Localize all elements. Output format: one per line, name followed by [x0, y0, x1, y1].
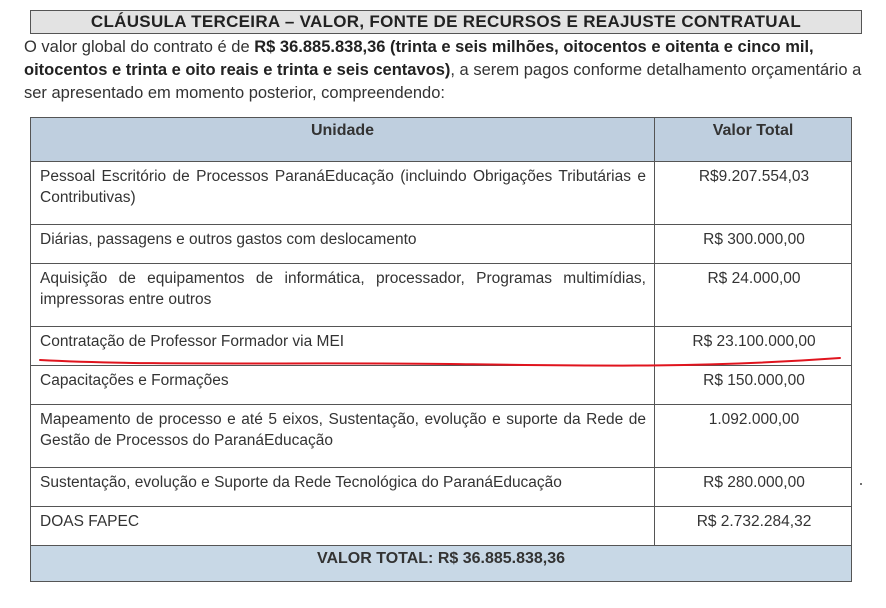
row-value: R$ 280.000,00: [655, 468, 852, 507]
total-value: VALOR TOTAL: R$ 36.885.838,36: [31, 546, 852, 582]
clause-heading: CLÁUSULA TERCEIRA – VALOR, FONTE DE RECURSOS E REAJUSTE CONTRATUAL: [30, 10, 862, 34]
budget-table: [30, 117, 852, 582]
row-value: R$ 2.732.284,32: [655, 507, 852, 546]
row-value: R$ 300.000,00: [655, 225, 852, 264]
row-unit: Pessoal Escritório de Processos ParanáEducação (incluindo Obrigações Tributárias e Contributivas): [31, 162, 655, 225]
header-unit: Unidade: [31, 118, 655, 162]
row-value: R$ 23.100.000,00: [655, 327, 852, 366]
row-value: 1.092.000,00: [655, 405, 852, 468]
table-row-underlined: [31, 327, 852, 366]
table-row: [31, 468, 852, 507]
table-row: [31, 366, 852, 405]
table-row: [31, 405, 852, 468]
row-unit: Contratação de Professor Formador via MEI: [31, 327, 655, 366]
header-value: Valor Total: [655, 118, 852, 162]
row-value: R$9.207.554,03: [655, 162, 852, 225]
table-row: [31, 264, 852, 327]
table-header-row: [31, 118, 852, 162]
row-unit: Diárias, passagens e outros gastos com deslocamento: [31, 225, 655, 264]
table-row: [31, 507, 852, 546]
row-unit: Sustentação, evolução e Suporte da Rede Tecnológica do ParanáEducação: [31, 468, 655, 507]
intro-paragraph: [24, 36, 874, 105]
row-value: R$ 150.000,00: [655, 366, 852, 405]
row-unit: Aquisição de equipamentos de informática, processador, Programas multimídias, impressoras entre outros: [31, 264, 655, 327]
speck-mark: [860, 483, 862, 485]
row-unit: Mapeamento de processo e até 5 eixos, Sustentação, evolução e suporte da Rede de Gestão de Processos do ParanáEducação: [31, 405, 655, 468]
table-total-row: [31, 546, 852, 582]
row-unit: Capacitações e Formações: [31, 366, 655, 405]
intro-amount-bold: R$ 36.885.838,36 (trinta e seis milhões, oitocentos e oitenta e cinco mil, oitocentos e trinta e oito reais e trinta e seis centavos): [24, 38, 814, 79]
table-row: [31, 162, 852, 225]
row-value: R$ 24.000,00: [655, 264, 852, 327]
table-row: [31, 225, 852, 264]
intro-text-end: , a serem pagos conforme detalhamento orçamentário a ser apresentado em momento posterior, compreendendo:: [24, 61, 862, 102]
row-unit: DOAS FAPEC: [31, 507, 655, 546]
intro-text-start: O valor global do contrato é de: [24, 38, 255, 56]
